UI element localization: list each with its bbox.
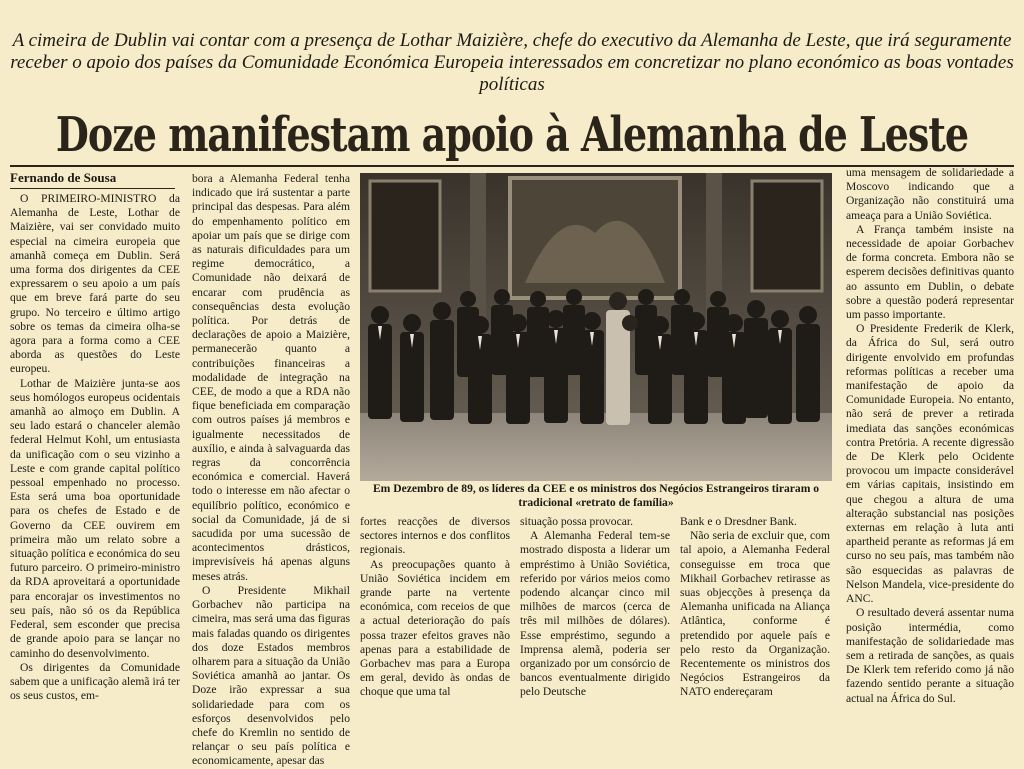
- paragraph: situação possa provocar.: [520, 515, 634, 528]
- text-column-2: [192, 172, 350, 768]
- photo-caption: Em Dezembro de 89, os líderes da CEE e os ministros dos Negócios Estrangeiros tiraram o tradicional «retrato de família»: [372, 482, 820, 509]
- family-photo: [360, 173, 832, 481]
- paragraph: bora a Alemanha Federal tenha indicado que irá sustentar a parte principal das despesas. Para além do empenhamento político em apoiar um país que se dirige com as naturais dificuldades para um regime democrático, a Comunidade não deixará de encarar com prudência as consequências desta evolução política. Por detrás de declarações de apoio a Maizière, permanecerão quanto a contribuições financeiras a modalidade de integração na CEE, de modo a que a RDA não fique beneficiada em comparação com outros países já membros e igualmente necessitados de auxílio, e ainda à salvaguarda das regras da concorrência económica e comercial. Haverá todo o interesse em não afectar o equilíbrio político, económico e social da Comunidade, já de si sacudida por uma sucessão de acontecimentos drásticos, imprevisíveis há apenas alguns meses atrás.: [192, 172, 350, 583]
- byline: Fernando de Sousa: [10, 170, 175, 189]
- text-column-1: [10, 192, 180, 703]
- paragraph: Bank e o Dresdner Bank.: [680, 515, 797, 528]
- paragraph: O PRIMEIRO-MINISTRO da Alemanha de Leste, Lothar de Maizière, vai ser convidado muito especial na cimeira europeia que amanhã começa em Dublin. Será uma forma dos dirigentes da CEE expressarem o seu apoio a um país que em breve fará parte do seu grupo. No terceiro e último artigo sobre os temas da cimeira olha-se agora para a forma como a CEE aborda as questões do Leste europeu.: [10, 192, 180, 376]
- paragraph: Não seria de excluir que, com tal apoio, a Alemanha Federal conseguisse em troca que Mikhail Gorbachev retirasse as suas objecções à presença da Alemanha unificada na Aliança Atlântica, conforme é pretendido por aquele país e pelo resto da Organização. Recentemente os ministros dos Negócios Estrangeiros da NATO endereçaram: [680, 529, 830, 699]
- paragraph: A Alemanha Federal tem-se mostrado disposta a liderar um empréstimo à União Soviética, referido por vários meios como podendo alcançar cinco mil milhões de marcos (cerca de três mil milhões de dólares). Esse empréstimo, segundo a Imprensa alemã, poderia ser organizado por um consórcio de bancos eventualmente dirigido pelo Deutsche: [520, 529, 670, 699]
- paragraph: fortes reacções de diversos sectores internos e dos conflitos regionais.: [360, 515, 510, 557]
- article-headline: Doze manifestam apoio à Alemanha de Leste: [55, 106, 969, 163]
- paragraph: O Presidente Mikhail Gorbachev não participa na cimeira, mas será uma das figuras mais faladas quando os dirigentes dos doze Estados membros olharem para a situação da União Soviética amanhã ao jantar. Os Doze irão expressar a sua solidariedade para com os esforços desenvolvidos pelo chefe do Kremlin no sentido de relançar o seu país política e economicamente, apesar das: [192, 583, 350, 768]
- paragraph: Lothar de Maizière junta-se aos seus homólogos europeus ocidentais amanhã ao almoço em Dublin. A seu lado estará o chanceler alemão federal Helmut Kohl, um entusiasta da unificação com o seu vizinho a Leste e com grande capital político pessoal empenhado no processo. Esta será uma boa oportunidade para os chefes de Estado e de Governo da CEE ouvirem em primeira mão um relato sobre a situação política e económica do seu futuro parceiro. O primeiro-ministro da RDA aproveitará a oportunidade para encorajar os investimentos no seu país, não só os da República Federal, sem esconder que precisa de grande apoio para se lançar no caminho do desenvolvimento.: [10, 376, 180, 660]
- paragraph: As preocupações quanto à União Soviética incidem em grande parte na vertente económica, com receios de que a actual deterioração do país possa trazer efeitos graves não apenas para a estabilidade de Gorbachev mas para a Europa em geral, devido às ondas de choque que uma tal: [360, 557, 510, 699]
- text-column-4: [520, 515, 670, 699]
- paragraph: Os dirigentes da Comunidade sabem que a unificação alemã irá ter os seus custos, em-: [10, 660, 180, 703]
- text-column-5: [680, 515, 830, 699]
- article-lede: A cimeira de Dublin vai contar com a presença de Lothar Maizière, chefe do executivo da Alemanha de Leste, que irá seguramente receber o apoio dos países da Comunidade Económica Europeia interessados em concretizar no plano económico as boas vontades políticas: [10, 30, 1014, 95]
- paragraph: uma mensagem de solidariedade a Moscovo indicando que a Organização não constituirá uma ameaça para a União Soviética.: [846, 166, 1014, 222]
- paragraph: O Presidente Frederik de Klerk, da África do Sul, será outro dirigente envolvido em profundas reformas políticas a receber uma manifestação de apoio da Comunidade Europeia. No entanto, não será de prever a retirada imediata das sanções económicas contra Pretória. A recente digressão de De Klerk pelo Ocidente provocou um impacte considerável em várias capitais, insistindo em que chegou a altura de uma alteração substancial nas posições externas em relação à luta anti apartheid perante as reformas já em curso no seu país, mas também não são esquecidas as palavras de Nelson Mandela, vice-presidente do ANC.: [846, 322, 1014, 606]
- paragraph: A França também insiste na necessidade de apoiar Gorbachev de forma concreta. Embora não se esperem decisões definitivas quanto ao assunto em Dublin, o debate sobre a questão poderá representar um passo importante.: [846, 222, 1014, 322]
- text-column-3: [360, 515, 510, 699]
- text-column-6: [846, 166, 1014, 705]
- paragraph: O resultado deverá assentar numa posição intermédia, como manifestação de solidariedade mas sem a retirada de sanções, as quais De Klerk tem referido como já não fazendo sentido perante a situação actual na África do Sul.: [846, 606, 1014, 705]
